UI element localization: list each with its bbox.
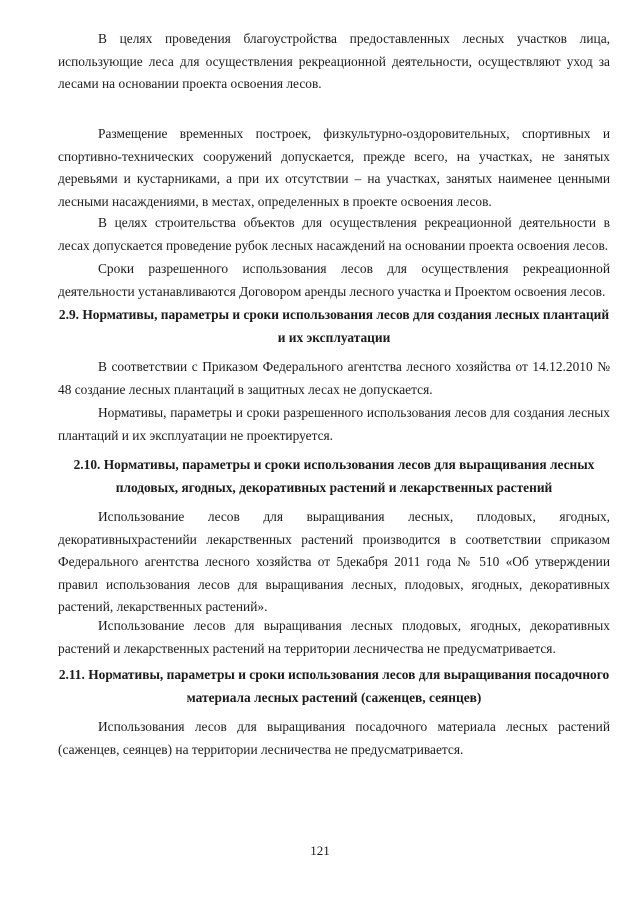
paragraph-2-9-not-designed: Нормативы, параметры и сроки разрешенного использования лесов для создания лесных плантаций и их эксплуатации не проектируется.	[58, 405, 610, 443]
heading-section-2-9: 2.9. Нормативы, параметры и сроки использования лесов для создания лесных плантаций и их эксплуатации	[58, 307, 610, 345]
paragraph-temporary-buildings: Размещение временных построек, физкультурно-оздоровительных, спортивных и спортивно-технических сооружений допускается, прежде всего, на участках, не занятых деревьями и кустарниками, а при их отсутствии – на участках, занятых наименее ценными лесными насаждениями, в местах, определенных в проекте освоения лесов.	[58, 126, 610, 209]
paragraph-recreation-terms: Сроки разрешенного использования лесов для осуществления рекреационной деятельности устанавливаются Договором аренды лесного участка и Проектом освоения лесов.	[58, 261, 610, 299]
page-number: 121	[310, 843, 330, 858]
paragraph-landscaping-care: В целях проведения благоустройства предоставленных лесных участков лица, использующие леса для осуществления рекреационной деятельности, осуществляют уход за лесами на основании проекта освоения лесов.	[58, 31, 610, 92]
paragraph-2-9-order: В соответствии с Приказом Федерального агентства лесного хозяйства от 14.12.2010 № 48 создание лесных плантаций в защитных лесах не допускается.	[58, 359, 610, 397]
paragraph-2-10-order: Использование лесов для выращивания лесных, плодовых, ягодных, декоративныхрастенийи лекарственных растений производится в соответствии сприказом Федерального агентства лесного хозяйства от 5декабря 2011 года № 510 «Об утверждении правил использования лесов для выращивания лесных, плодовых, ягодных, декоративных растений, лекарственных растений».	[58, 509, 610, 615]
paragraph-2-10-not-provided: Использование лесов для выращивания лесных плодовых, ягодных, декоративных растений и лекарственных растений на территории лесничества не предусматривается.	[58, 618, 610, 656]
heading-section-2-11: 2.11. Нормативы, параметры и сроки использования лесов для выращивания посадочного материала лесных растений (саженцев, сеянцев)	[58, 667, 610, 705]
paragraph-2-11-not-provided: Использования лесов для выращивания посадочного материала лесных растений (саженцев, сеянцев) на территории лесничества не предусматривается.	[58, 719, 610, 757]
paragraph-felling-for-construction: В целях строительства объектов для осуществления рекреационной деятельности в лесах допускается проведение рубок лесных насаждений на основании проекта освоения лесов.	[58, 215, 610, 253]
heading-section-2-10: 2.10. Нормативы, параметры и сроки использования лесов для выращивания лесных плодовых, ягодных, декоративных растений и лекарственных растений	[73, 457, 595, 495]
